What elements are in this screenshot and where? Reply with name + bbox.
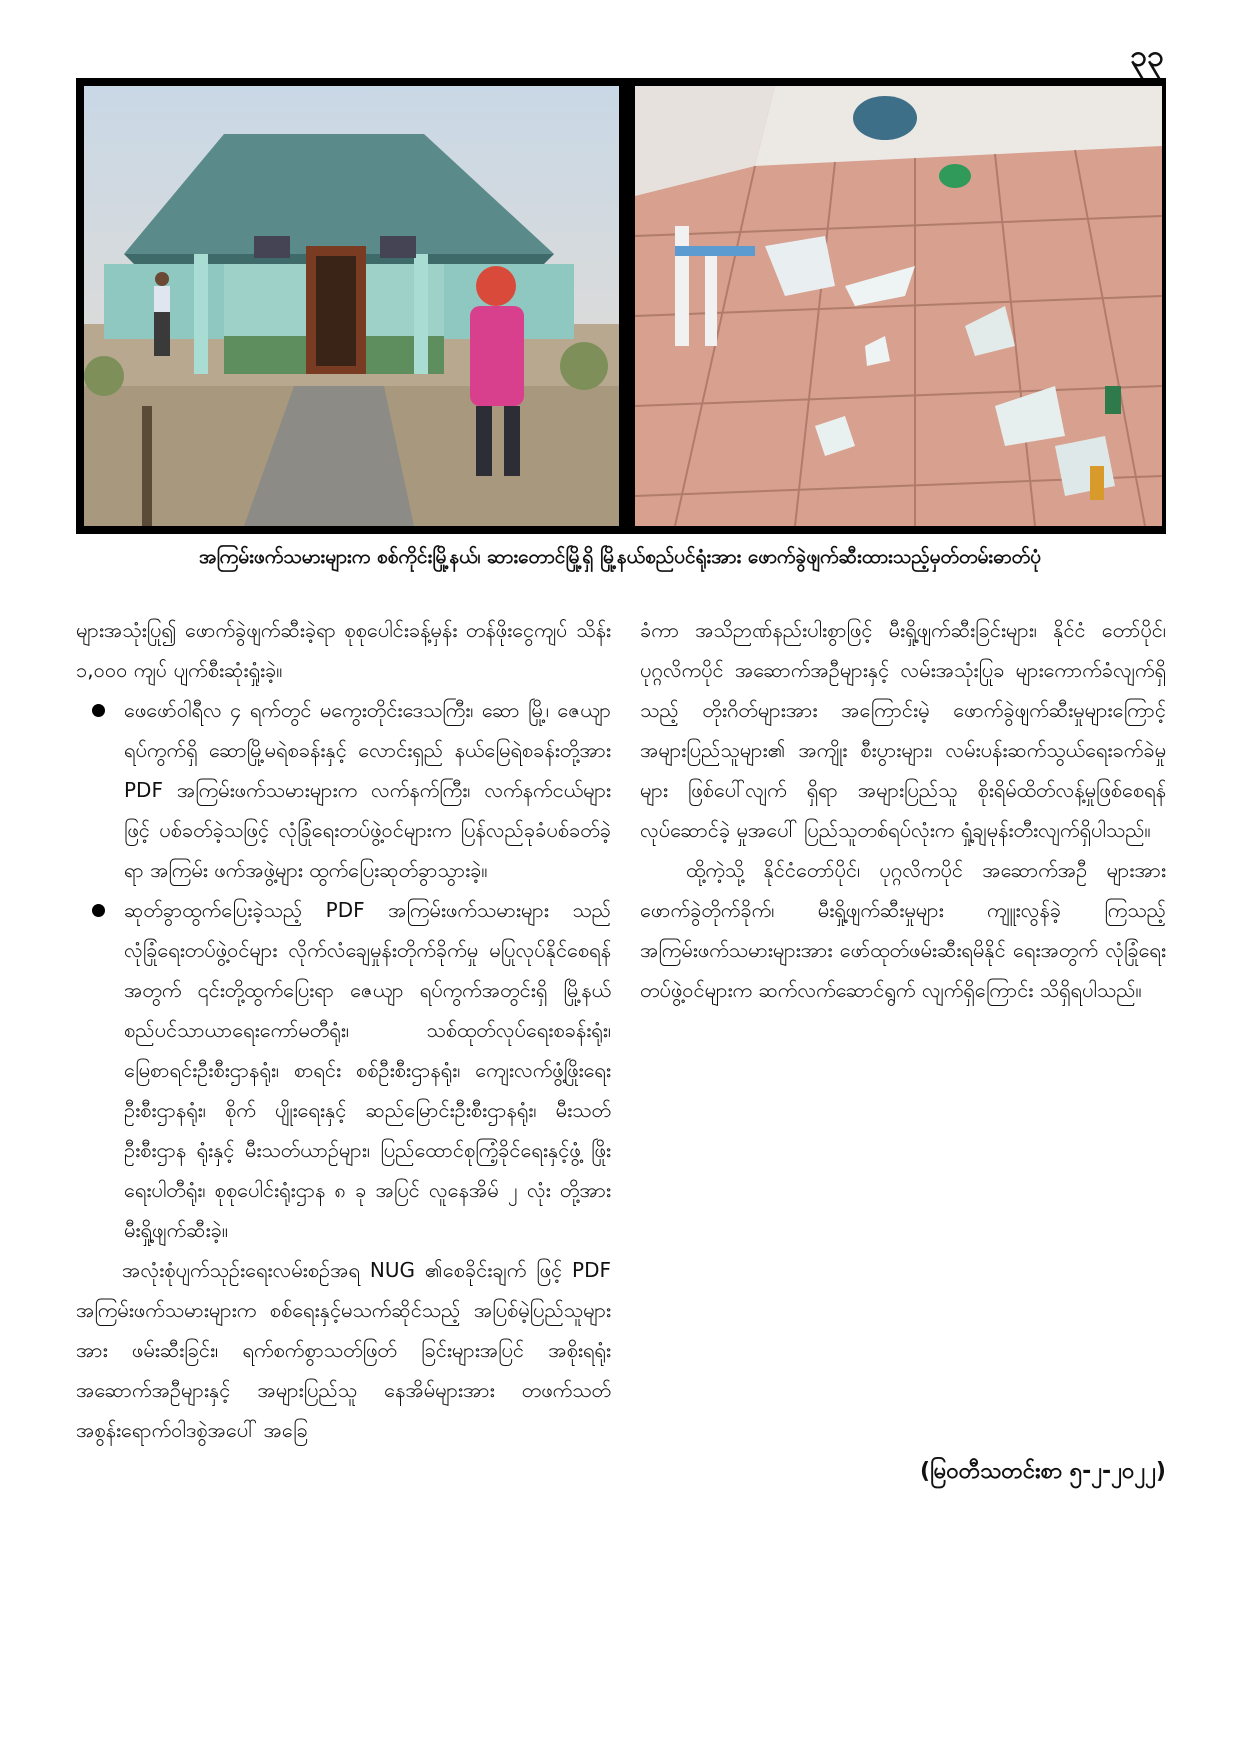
bullet-dot-icon [92,904,105,917]
bullet-dot-icon [92,704,105,717]
right-paragraph-2: ထို့ကဲ့သို့ နိုင်ငံတော်ပိုင်၊ ပုဂ္ဂလိကပိုင် အဆောက်အဦ များအား ဖောက်ခွဲတိုက်ခိုက်၊ မီးရှို့ဖျက်ဆီးမှုများ ကျူးလွန်ခဲ့ ကြသည့် အကြမ်းဖက်သမားများအား ဖော်ထုတ်ဖမ်းဆီးရမိနိုင် ရေးအတွက် လုံခြုံရေးတပ်ဖွဲ့ဝင်များက ဆက်လက်ဆောင်ရွက် လျက်ရှိကြောင်း သိရှိရပါသည်။ [640,858,1166,1002]
photo-caption: အကြမ်းဖက်သမားများက စစ်ကိုင်းမြို့နယ်၊ ဆားတောင်မြို့ရှိ မြို့နယ်စည်ပင်ရုံးအား ဖောက်ခွဲဖျက်ဆီးထားသည့်မှတ်တမ်းဓာတ်ပုံ [199,546,1041,568]
bullet-text: ဆုတ်ခွာထွက်ပြေးခဲ့သည့် PDF အကြမ်းဖက်သမားများ သည် လုံခြုံရေးတပ်ဖွဲ့ဝင်များ လိုက်လံချေမှုန်းတိုက်ခိုက်မှု မပြုလုပ်နိုင်စေရန်အတွက် ၎င်းတို့ထွက်ပြေးရာ ဇေယျာ ရပ်ကွက်အတွင်းရှိ မြို့နယ်စည်ပင်သာယာရေးကော်မတီရုံး၊ သစ်ထုတ်လုပ်ရေးစခန်းရုံး၊ မြေစာရင်းဦးစီးဌာနရုံး၊ စာရင်း စစ်ဦးစီးဌာနရုံး၊ ကျေးလက်ဖွံ့ဖြိုးရေးဦးစီးဌာနရုံး၊ စိုက် ပျိုးရေးနှင့် ဆည်မြောင်းဦးစီးဌာနရုံး၊ မီးသတ်ဦးစီးဌာန ရုံးနှင့် မီးသတ်ယာဉ်များ၊ ပြည်ထောင်စုကြံ့ခိုင်ရေးနှင့်ဖွံ့ ဖြိုးရေးပါတီရုံး၊ စုစုပေါင်းရုံးဌာန ၈ ခု အပြင် လူနေအိမ် ၂ လုံး တို့အား မီးရှို့ဖျက်ဆီးခဲ့။ [124,898,611,1242]
left-closing-paragraph: အလုံးစုံပျက်သုဉ်းရေးလမ်းစဉ်အရ NUG ၏စေခိုင်းချက် ဖြင့် PDF အကြမ်းဖက်သမားများက စစ်ရေးနှင့်မသက်ဆိုင်သည့် အပြစ်မဲ့ပြည်သူများအား ဖမ်းဆီးခြင်း၊ ရက်စက်စွာသတ်ဖြတ် ခြင်းများအပြင် အစိုးရရုံးအဆောက်အဦများနှင့် အများပြည်သူ နေအိမ်များအား တဖက်သတ်အစွန်းရောက်ဝါဒစွဲအပေါ် အခြေ [76,1258,611,1442]
bullet-text: ဖေဖော်ဝါရီလ ၄ ရက်တွင် မကွေးတိုင်းဒေသကြီး၊ ဆော မြို့၊ ဇေယျာရပ်ကွက်ရှိ ဆောမြို့မရဲစခန်းနှင့် လောင်းရှည် နယ်မြေရဲစခန်းတို့အား PDF အကြမ်းဖက်သမားများက လက်နက်ကြီး၊ လက်နက်ငယ်များဖြင့် ပစ်ခတ်ခဲ့သဖြင့် လုံခြုံရေးတပ်ဖွဲ့ဝင်များက ပြန်လည်ခုခံပစ်ခတ်ခဲ့ရာ အကြမ်း ဖက်အဖွဲ့များ ထွက်ပြေးဆုတ်ခွာသွားခဲ့။ [124,698,611,882]
right-paragraph-1: ခံကာ အသိဉာဏ်နည်းပါးစွာဖြင့် မီးရှို့ဖျက်ဆီးခြင်းများ၊ နိုင်ငံ တော်ပိုင်၊ ပုဂ္ဂလိကပိုင် အဆောက်အဦများနှင့် လမ်းအသုံးပြုခ များကောက်ခံလျက်ရှိသည့် တိုးဂိတ်များအား အကြောင်းမဲ့ ဖောက်ခွဲဖျက်ဆီးမှုများကြောင့် အများပြည်သူများ၏ အကျိုး စီးပွားများ၊ လမ်းပန်းဆက်သွယ်ရေးခက်ခဲမှုများ ဖြစ်ပေါ်လျက် ရှိရာ အများပြည်သူ စိုးရိမ်ထိတ်လန့်မှုဖြစ်စေရန် လုပ်ဆောင်ခဲ့ မှုအပေါ် ပြည်သူတစ်ရပ်လုံးက ရှုံ့ချမုန်းတီးလျက်ရှိပါသည်။ [640,618,1166,842]
source-citation: (မြဝတီသတင်းစာ ၅-၂-၂၀၂၂) [920,1459,1166,1484]
photo-building [84,86,619,526]
right-column [640,610,1166,1010]
left-intro-paragraph: များအသုံးပြု၍ ဖောက်ခွဲဖျက်ဆီးခဲ့ရာ စုစုပေါင်းခန့်မှန်း တန်ဖိုးငွေကျပ် သိန်း ၁,၀၀၀ ကျပ် ပျက်စီးဆုံးရှုံးခဲ့။ [76,618,611,682]
bullet-item [76,890,611,1250]
left-column [76,610,611,1450]
page-number: ၃၃ [1130,39,1164,74]
bullet-item [76,690,611,890]
photo-strip [76,78,1166,534]
photo-broken-sanitary [635,86,1162,526]
